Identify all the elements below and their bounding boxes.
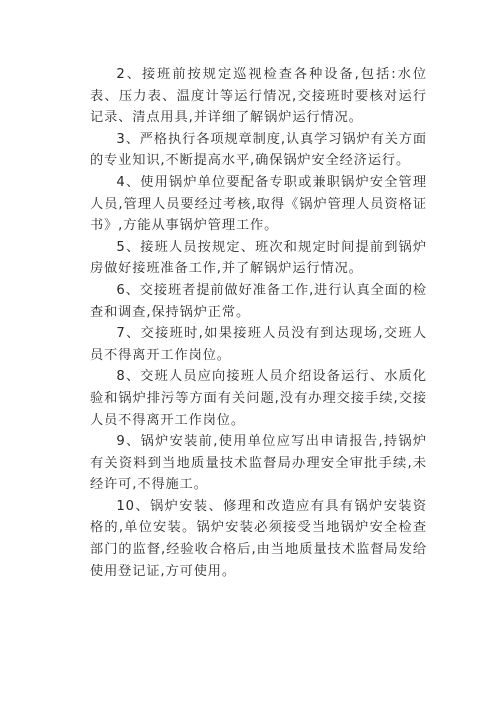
paragraph-3: 3、严格执行各项规章制度,认真学习锅炉有关方面的专业知识,不断提高水平,确保锅炉安全经济运行。 [90, 131, 427, 169]
paragraph-10: 10、锅炉安装、修理和改造应有具有锅炉安装资格的,单位安装。锅炉安装必须接受当地锅炉安全检查部门的监督,经验收合格后,由当地质量技术监督局发给使用登记证,方可使用。 [90, 498, 427, 579]
paragraph-2: 2、接班前按规定巡视检查各种设备,包括:水位表、压力表、温度计等运行情况,交接班时要核对运行记录、清点用具,并详细了解锅炉运行情况。 [90, 67, 427, 126]
paragraph-4: 4、使用锅炉单位要配备专职或兼职锅炉安全管理人员,管理人员要经过考核,取得《锅炉管理人员资格证书》,方能从事锅炉管理工作。 [90, 174, 427, 234]
paragraph-9: 9、锅炉安装前,使用单位应写出申请报告,持锅炉有关资料到当地质量技术监督局办理安全审批手续,未经许可,不得施工。 [90, 434, 427, 493]
document-body [90, 64, 427, 582]
paragraph-6: 6、交接班者提前做好准备工作,进行认真全面的检查和调查,保持锅炉正常。 [90, 282, 427, 320]
paragraph-7: 7、交接班时,如果接班人员没有到达现场,交班人员不得离开工作岗位。 [90, 326, 427, 363]
paragraph-5: 5、接班人员按规定、班次和规定时间提前到锅炉房做好接班准备工作,并了解锅炉运行情况。 [90, 239, 427, 277]
paragraph-8: 8、交班人员应向接班人员介绍设备运行、水质化验和锅炉排污等方面有关问题,没有办理交接手续,交接人员不得离开工作岗位。 [90, 369, 427, 428]
